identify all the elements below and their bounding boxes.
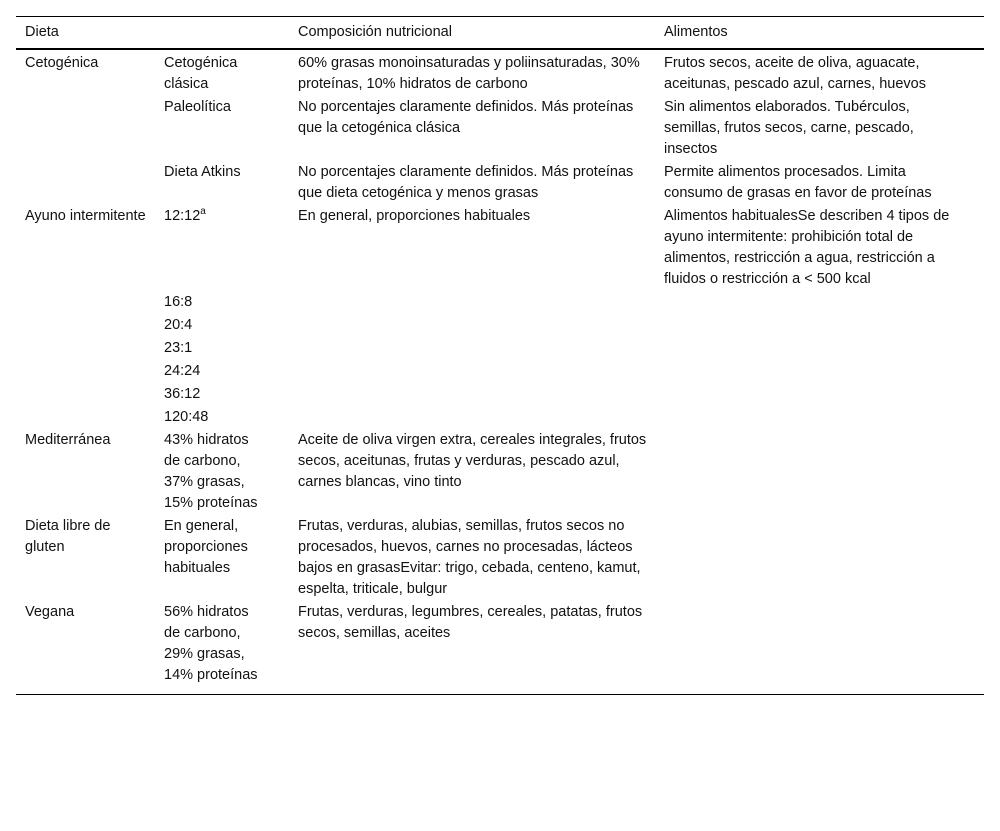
- variant-cell: [155, 360, 289, 383]
- foods-cell: [655, 515, 984, 601]
- composition-cell: [289, 601, 655, 695]
- composition-cell: [289, 96, 655, 161]
- composition-cell-text: 60% grasas monoinsaturadas y poliinsaturadas, 30% proteínas, 10% hidratos de carbono: [298, 55, 640, 92]
- variant-cell-text: 120:48: [164, 409, 209, 425]
- composition-cell-text: No porcentajes claramente definidos. Más proteínas que la cetogénica clásica: [298, 99, 634, 136]
- variant-cell: [155, 96, 289, 161]
- table-row: [16, 161, 984, 205]
- composition-cell: [289, 49, 655, 96]
- variant-cell-text: 56% hidratos de carbono, 29% grasas, 14% proteínas: [164, 604, 258, 683]
- variant-cell: [155, 49, 289, 96]
- composition-cell-text: No porcentajes claramente definidos. Más proteínas que dieta cetogénica y menos grasas: [298, 164, 634, 201]
- variant-cell-text: En general, proporciones habituales: [164, 518, 248, 576]
- foods-cell: [655, 205, 984, 291]
- diet-cell: [16, 406, 155, 429]
- table-row: [16, 601, 984, 695]
- diet-cell-text: Cetogénica: [25, 55, 99, 71]
- variant-cell-text: 16:8: [164, 294, 193, 310]
- table-row: [16, 360, 984, 383]
- diet-cell: [16, 205, 155, 291]
- foods-cell: [655, 360, 984, 383]
- diet-cell: [16, 314, 155, 337]
- foods-cell: [655, 429, 984, 515]
- table-row: [16, 429, 984, 515]
- composition-cell: [289, 383, 655, 406]
- variant-cell-text: Paleolítica: [164, 99, 231, 115]
- table-row: [16, 337, 984, 360]
- variant-cell-text: 20:4: [164, 317, 193, 333]
- variant-cell-text: 43% hidratos de carbono, 37% grasas, 15% proteínas: [164, 432, 258, 511]
- variant-cell: [155, 515, 289, 601]
- diet-cell-text: Ayuno intermitente: [25, 208, 146, 224]
- variant-cell-text: Dieta Atkins: [164, 164, 241, 180]
- foods-cell: [655, 161, 984, 205]
- variant-cell-text: 24:24: [164, 363, 201, 379]
- variant-cell-text: 23:1: [164, 340, 193, 356]
- variant-cell: [155, 205, 289, 291]
- variant-cell-text: 12:12: [164, 208, 201, 224]
- diet-cell: [16, 161, 155, 205]
- composition-cell: [289, 337, 655, 360]
- table-row: [16, 205, 984, 291]
- diet-cell: [16, 49, 155, 96]
- variant-cell: [155, 291, 289, 314]
- diet-cell: [16, 429, 155, 515]
- variant-cell: [155, 161, 289, 205]
- foods-cell: [655, 49, 984, 96]
- variant-cell-text: Cetogénica clásica: [164, 55, 238, 92]
- diet-cell-text: Mediterránea: [25, 432, 111, 448]
- foods-cell: [655, 291, 984, 314]
- diet-cell-text: Vegana: [25, 604, 75, 620]
- composition-cell: [289, 429, 655, 515]
- composition-cell: [289, 360, 655, 383]
- composition-cell: [289, 291, 655, 314]
- variant-cell: [155, 601, 289, 695]
- diet-cell: [16, 96, 155, 161]
- variant-cell: [155, 314, 289, 337]
- composition-cell-text: Aceite de oliva virgen extra, cereales integrales, frutos secos, aceitunas, frutas y verduras, pescado azul, carnes blancas, vino tinto: [298, 432, 647, 490]
- variant-cell: [155, 406, 289, 429]
- composition-cell-text: En general, proporciones habituales: [298, 208, 531, 224]
- composition-cell: [289, 314, 655, 337]
- diet-table: [16, 16, 984, 695]
- table-row: [16, 383, 984, 406]
- foods-cell: [655, 601, 984, 695]
- foods-cell: [655, 383, 984, 406]
- header-variant: [155, 17, 289, 50]
- table-row: [16, 291, 984, 314]
- diet-cell: [16, 360, 155, 383]
- foods-cell-text: Frutos secos, aceite de oliva, aguacate, aceitunas, pescado azul, carnes, huevos: [664, 55, 926, 92]
- header-diet: Dieta: [25, 24, 59, 40]
- foods-cell-text: Permite alimentos procesados. Limita consumo de grasas en favor de proteínas: [664, 164, 932, 201]
- footnote-marker: a: [200, 206, 206, 218]
- table-row: [16, 515, 984, 601]
- composition-cell-text: Frutas, verduras, alubias, semillas, frutos secos no procesados, huevos, carnes no procesadas, lácteos bajos en grasasEvitar: trigo, cebada, centeno, kamut, espelta, triticale, bulgur: [298, 518, 641, 597]
- diet-cell: [16, 383, 155, 406]
- foods-cell: [655, 96, 984, 161]
- foods-cell-text: Alimentos habitualesSe describen 4 tipos de ayuno intermitente: prohibición total de alimentos, restricción a agua, restricción a fluidos o restricción a < 500 kcal: [664, 208, 950, 287]
- variant-cell-text: 36:12: [164, 386, 201, 402]
- header-foods: Alimentos: [664, 24, 728, 40]
- diet-cell-text: Dieta libre de gluten: [25, 518, 111, 555]
- diet-cell: [16, 291, 155, 314]
- composition-cell: [289, 515, 655, 601]
- composition-cell: [289, 161, 655, 205]
- diet-cell: [16, 515, 155, 601]
- diet-cell: [16, 337, 155, 360]
- table-header-row: [16, 17, 984, 50]
- diet-cell: [16, 601, 155, 695]
- composition-cell-text: Frutas, verduras, legumbres, cereales, patatas, frutos secos, semillas, aceites: [298, 604, 643, 641]
- table-row: [16, 314, 984, 337]
- foods-cell: [655, 406, 984, 429]
- composition-cell: [289, 205, 655, 291]
- table-row: [16, 96, 984, 161]
- variant-cell: [155, 383, 289, 406]
- foods-cell: [655, 337, 984, 360]
- composition-cell: [289, 406, 655, 429]
- foods-cell: [655, 314, 984, 337]
- variant-cell: [155, 429, 289, 515]
- header-composition: Composición nutricional: [298, 24, 452, 40]
- table-row: [16, 49, 984, 96]
- table-row: [16, 406, 984, 429]
- foods-cell-text: Sin alimentos elaborados. Tubérculos, semillas, frutos secos, carne, pescado, insectos: [664, 99, 914, 157]
- variant-cell: [155, 337, 289, 360]
